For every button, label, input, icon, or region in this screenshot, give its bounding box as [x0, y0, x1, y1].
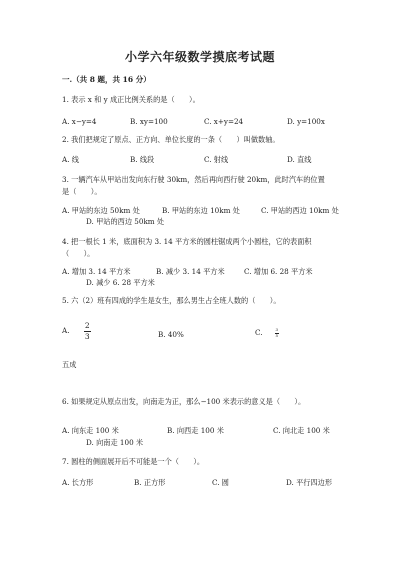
question-4-option-a: A. 增加 3. 14 平方米 — [62, 267, 131, 276]
question-6-stem: 6. 如果规定从原点出发，向南走为正，那么−100 米表示的意义是（ ）。 — [62, 397, 306, 406]
fraction-three-fifths — [275, 328, 279, 338]
question-4-option-d: D. 减少 6. 28 平方米 — [86, 278, 155, 287]
question-1-option-d: D. y=100x — [287, 117, 325, 126]
question-7-option-c: C. 圆 — [212, 478, 229, 487]
fraction-numerator: 3 — [275, 327, 279, 332]
question-4-option-b: B. 减少 3. 14 平方米 — [156, 267, 225, 276]
question-5-option-b: B. 40% — [158, 330, 184, 339]
question-6-option-a: A. 向东走 100 米 — [62, 426, 119, 435]
question-6-option-d: D. 向南走 100 米 — [86, 438, 144, 447]
question-7-option-d: D. 平行四边形 — [286, 478, 333, 487]
fraction-denominator: 3 — [84, 331, 90, 341]
question-5-stem: 5. 六（2）班有四成的学生是女生，那么男生占全班人数的（ ）。 — [62, 296, 281, 305]
option-a-label: A. — [62, 326, 70, 335]
question-3-stem-line-2: 是（ ）。 — [62, 187, 102, 196]
question-2-option-d: D. 直线 — [287, 155, 312, 164]
question-4-stem-line-2: （ ）。 — [62, 249, 95, 258]
question-1-option-b: B. xy=100 — [130, 117, 168, 126]
section-heading: 一.（共 8 题，共 16 分） — [62, 75, 151, 84]
question-7-stem: 7. 圆柱的侧面展开后不可能是一个（ ）。 — [62, 457, 205, 466]
fraction-two-thirds — [84, 322, 91, 340]
question-1-option-c: C. x+y=24 — [204, 117, 244, 126]
question-1-option-a: A. x−y=4 — [62, 117, 97, 126]
question-4-stem-line-1: 4. 把一根长 1 米，底面积为 3. 14 平方米的圆柱锯成两个小圆柱，它的表面积 — [62, 237, 312, 246]
question-3-option-a: A. 甲站的东边 50km 处 — [62, 206, 140, 215]
question-1-stem: 1. 表示 x 和 y 成正比例关系的是（ ）。 — [62, 95, 200, 104]
question-2-option-c: C. 射线 — [204, 155, 229, 164]
fraction-denominator: 5 — [275, 333, 279, 338]
fraction-numerator: 2 — [84, 321, 90, 330]
question-2-option-a: A. 线 — [62, 155, 79, 164]
question-4-option-c: C. 增加 6. 28 平方米 — [244, 267, 313, 276]
option-c-label: C. — [255, 328, 263, 337]
question-3-option-c: C. 甲站的西边 10km 处 — [261, 206, 339, 215]
question-6-option-b: B. 向西走 100 米 — [167, 426, 224, 435]
question-7-option-b: B. 正方形 — [134, 478, 166, 487]
question-2-option-b: B. 线段 — [130, 155, 155, 164]
question-7-option-a: A. 长方形 — [62, 478, 94, 487]
page-title: 小学六年级数学摸底考试题 — [124, 50, 275, 64]
question-5-option-a — [62, 322, 91, 340]
question-5-option-d: 五成 — [62, 360, 77, 369]
question-3-stem-line-1: 3. 一辆汽车从甲站出发向东行驶 30km，然后再向西行驶 20km，此时汽车的位置 — [62, 175, 325, 184]
question-3-option-d: D. 甲站的西边 50km 处 — [86, 217, 165, 226]
question-3-option-b: B. 甲站的东边 10km 处 — [162, 206, 240, 215]
question-2-stem: 2. 我们把规定了原点、正方向、单位长度的一条（ ）叫做数轴。 — [62, 135, 280, 144]
question-6-option-c: C. 向北走 100 米 — [273, 426, 330, 435]
question-5-option-c — [255, 328, 279, 338]
